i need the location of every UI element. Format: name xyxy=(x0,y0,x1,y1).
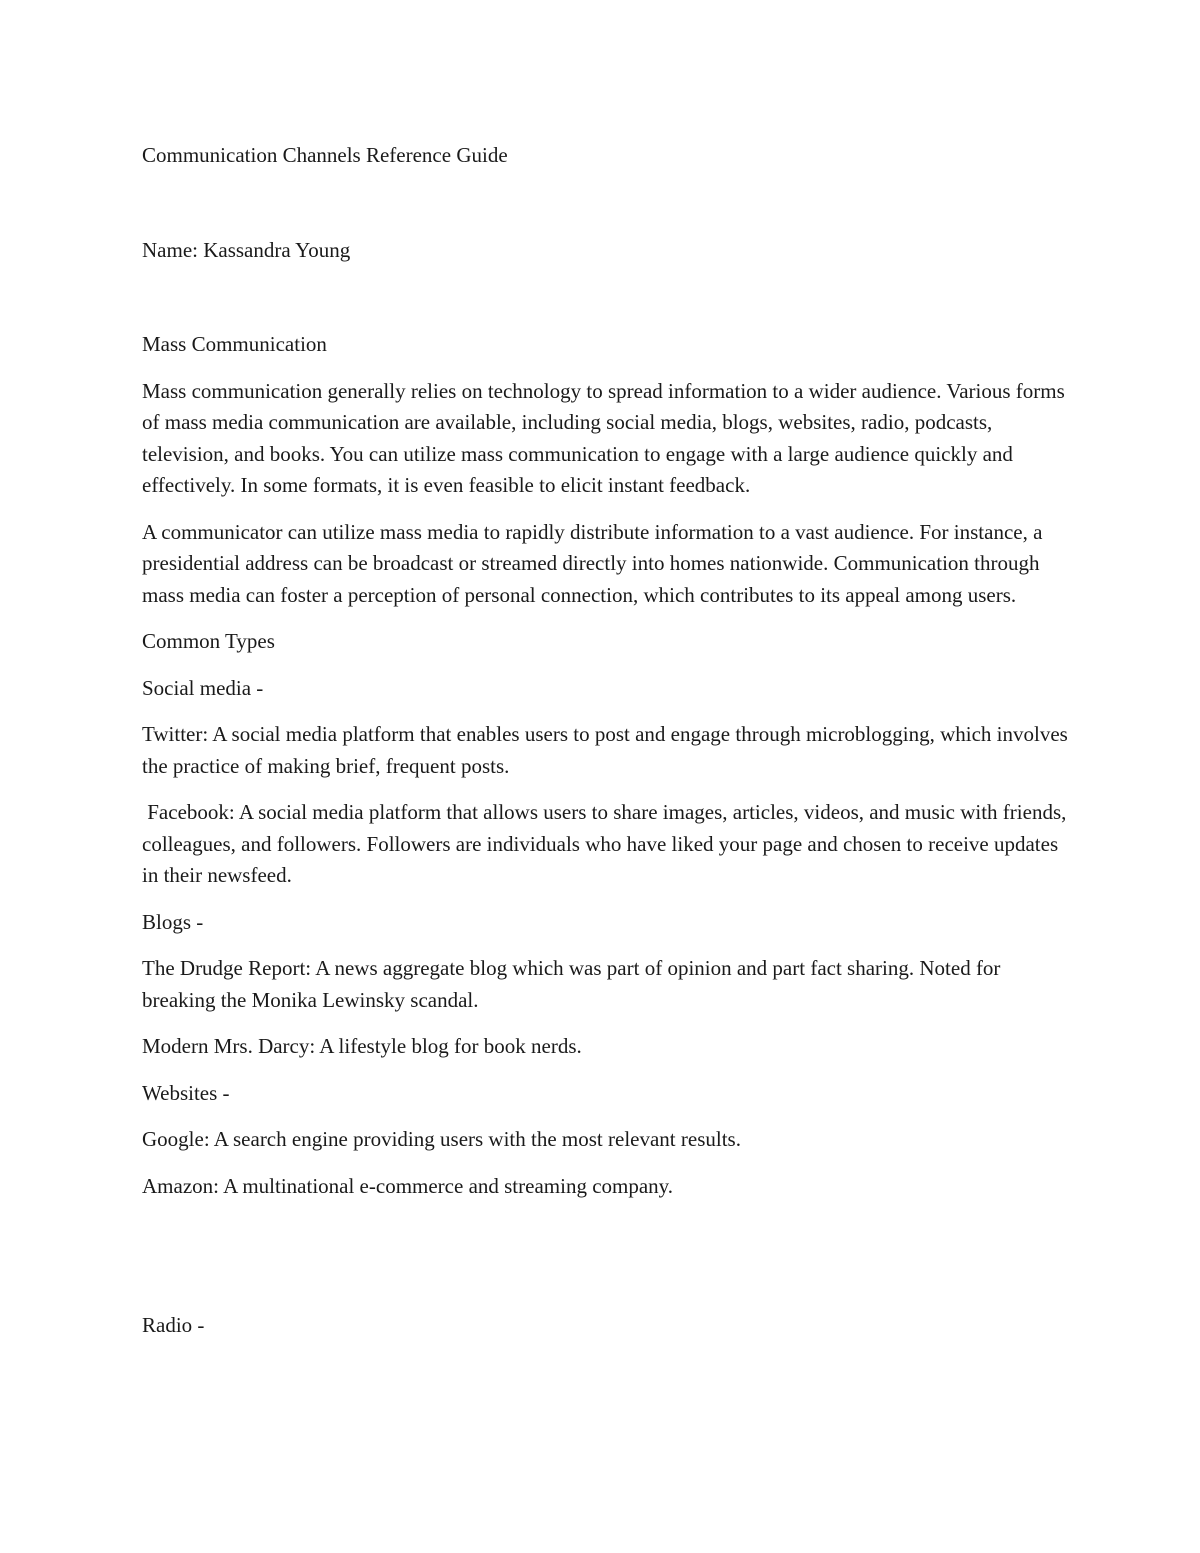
social-media-entry: Facebook: A social media platform that allows users to share images, articles, videos, and music with friends, colleagues, and followers. Followers are individuals who have liked your page and chosen to receive updates in their newsfeed. xyxy=(142,800,1072,887)
document-title: Communication Channels Reference Guide xyxy=(142,143,508,167)
author-name-line: Name: Kassandra Young xyxy=(142,237,351,262)
social-media-heading: Social media - xyxy=(142,675,264,700)
section-heading-mass-communication: Mass Communication xyxy=(142,332,327,356)
common-types-heading: Common Types xyxy=(142,629,275,653)
radio-heading: Radio - xyxy=(142,1313,205,1337)
websites-heading: Websites - xyxy=(142,1080,230,1105)
blog-entry: Modern Mrs. Darcy: A lifestyle blog for book nerds. xyxy=(142,1034,582,1058)
blog-entry: The Drudge Report: A news aggregate blog which was part of opinion and part fact sharing. Noted for breaking the Monika Lewinsky scandal. xyxy=(142,956,1001,1012)
document-body xyxy=(142,140,1072,1342)
intro-paragraph: A communicator can utilize mass media to rapidly distribute information to a vast audience. For instance, a presidential address can be broadcast or streamed directly into homes nationwide. Communication through mass media can foster a perception of personal connection, which contributes to its appeal among users. xyxy=(142,519,1043,607)
website-entry: Google: A search engine providing users with the most relevant results. xyxy=(142,1127,741,1151)
social-media-entry: Twitter: A social media platform that enables users to post and engage through microblogging, which involves the practice of making brief, frequent posts. xyxy=(142,722,1068,778)
blogs-heading: Blogs - xyxy=(142,909,204,934)
website-entry: Amazon: A multinational e-commerce and streaming company. xyxy=(142,1173,674,1198)
intro-paragraph: Mass communication generally relies on technology to spread information to a wider audience. Various forms of mass media communication are available, including social media, blogs, websites, radio, podcasts, television, and books. You can utilize mass communication to engage with a large audience quickly and effectively. In some formats, it is even feasible to elicit instant feedback. xyxy=(142,378,1065,497)
